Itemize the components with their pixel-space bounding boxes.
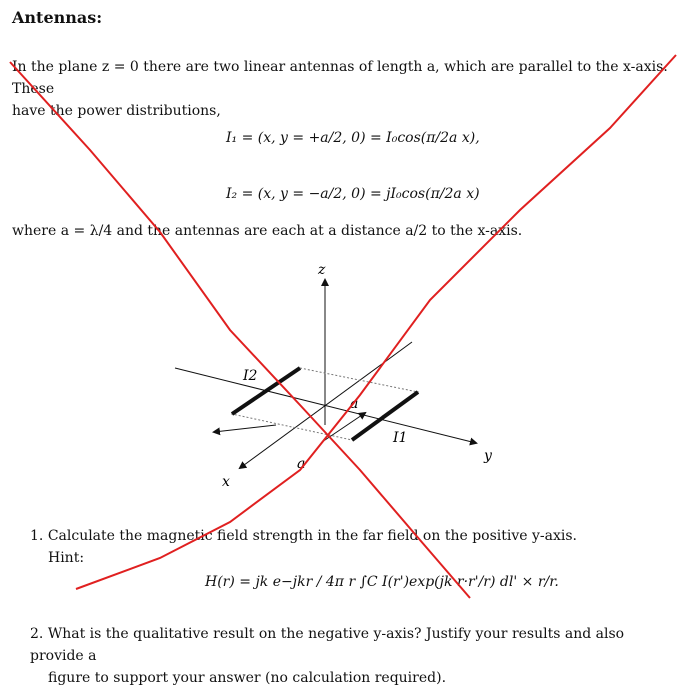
page-title: Antennas: (12, 8, 103, 27)
question-1-text: Calculate the magnetic field strength in the far field on the positive y-axis. (47, 528, 577, 544)
where-line: where a = λ/4 and the antennas are each at a distance a/2 to the x-axis. (12, 223, 523, 239)
equation-i1: I₁ = (x, y = +a/2, 0) = I₀cos(π/2a x), (226, 130, 480, 146)
i2-label: I2 (243, 368, 258, 384)
intro-line-1: In the plane z = 0 there are two linear antennas of length a, which are parallel to the x-axis. These (12, 59, 668, 97)
red-stroke-2 (76, 55, 676, 589)
y-axis-label: y (484, 448, 492, 464)
question-1-number: 1. (30, 528, 44, 544)
question-2-number: 2. (30, 626, 44, 642)
equation-i2: I₂ = (x, y = −a/2, 0) = jI₀cos(π/2a x) (226, 186, 480, 202)
a-label-bottom: a (297, 456, 306, 472)
intro-line-2: have the power distributions, (12, 103, 221, 119)
hint-label: Hint: (48, 550, 85, 566)
hint-formula: H(r) = jk e−jkr / 4π r ∫C I(r')exp(jk r·r'/r) dl' × r/r. (205, 574, 559, 590)
z-axis-label: z (318, 262, 326, 278)
a-label-top: a (350, 396, 359, 412)
question-2-line-2: figure to support your answer (no calculation required). (48, 670, 447, 686)
i1-label: I1 (393, 430, 408, 446)
red-stroke-1 (10, 62, 470, 598)
x-axis-label: x (222, 474, 230, 490)
question-2-text-1: What is the qualitative result on the negative y-axis? Justify your results and also provide a (30, 626, 625, 664)
